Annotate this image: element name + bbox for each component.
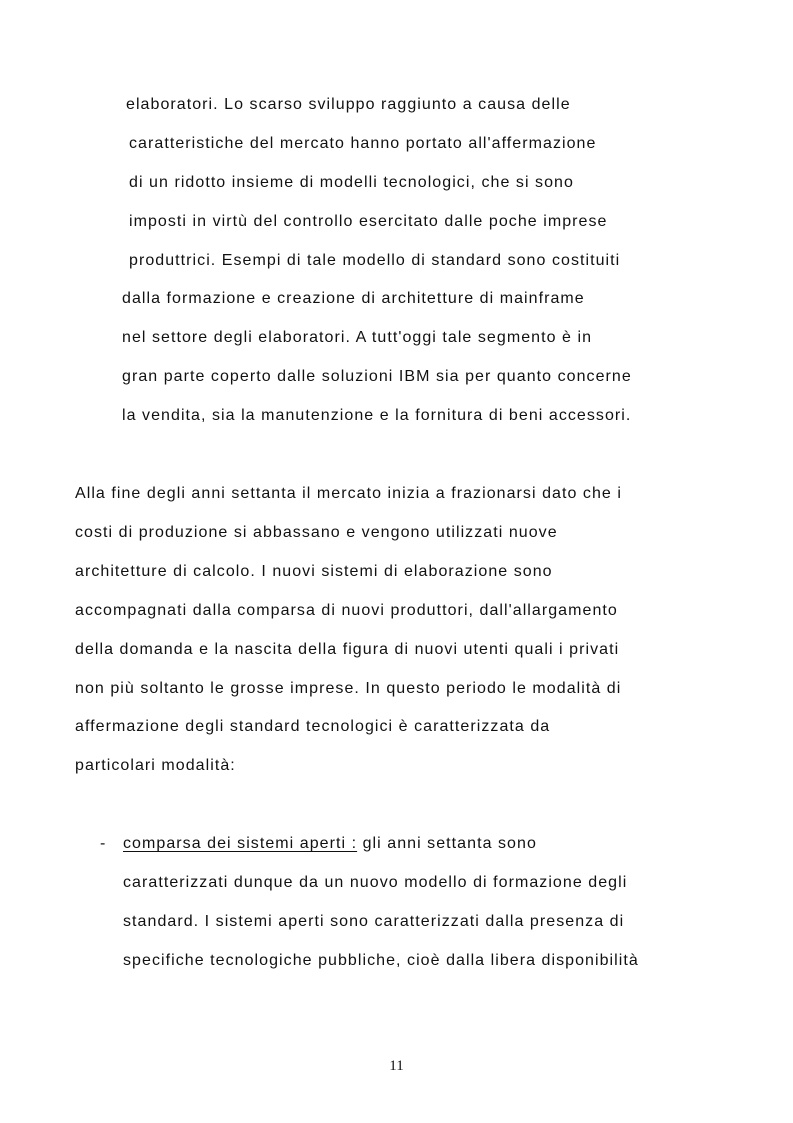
text-line: specifiche tecnologiche pubbliche, cioè dalla libera disponibilità [123, 952, 639, 969]
text-line: gran parte coperto dalle soluzioni IBM sia per quanto concerne [122, 368, 632, 385]
text-line: affermazione degli standard tecnologici è caratterizzata da [75, 718, 551, 735]
bullet-first-line [123, 834, 537, 854]
text-line: nel settore degli elaboratori. A tutt'oggi tale segmento è in [122, 329, 593, 346]
text-line: dalla formazione e creazione di architetture di mainframe [122, 290, 585, 307]
text-line: elaboratori. Lo scarso sviluppo raggiunto a causa delle [126, 96, 571, 113]
text-line: standard. I sistemi aperti sono caratterizzati dalla presenza di [123, 913, 625, 930]
text-line: di un ridotto insieme di modelli tecnologici, che si sono [129, 174, 574, 191]
text-line: caratterizzati dunque da un nuovo modello di formazione degli [123, 874, 628, 891]
text-line: architetture di calcolo. I nuovi sistemi di elaborazione sono [75, 563, 553, 580]
text-line: costi di produzione si abbassano e vengono utilizzati nuove [75, 524, 558, 541]
text-line: accompagnati dalla comparsa di nuovi produttori, dall'allargamento [75, 602, 618, 619]
text-line: la vendita, sia la manutenzione e la fornitura di beni accessori. [122, 407, 632, 424]
text-line: Alla fine degli anni settanta il mercato inizia a frazionarsi dato che i [75, 485, 622, 502]
text-line: caratteristiche del mercato hanno portato all'affermazione [129, 135, 597, 152]
bullet-first-line-text: gli anni settanta sono [357, 835, 537, 852]
text-line: non più soltanto le grosse imprese. In questo periodo le modalità di [75, 680, 622, 697]
text-line: imposti in virtù del controllo esercitato dalle poche imprese [129, 213, 608, 230]
bullet-marker: - [100, 835, 106, 852]
page-number: 11 [389, 1058, 404, 1074]
text-line: della domanda e la nascita della figura di nuovi utenti quali i privati [75, 641, 620, 658]
text-line: particolari modalità: [75, 757, 236, 774]
bullet-title: comparsa dei sistemi aperti : [123, 835, 358, 852]
text-line: produttrici. Esempi di tale modello di standard sono costituiti [129, 252, 621, 269]
